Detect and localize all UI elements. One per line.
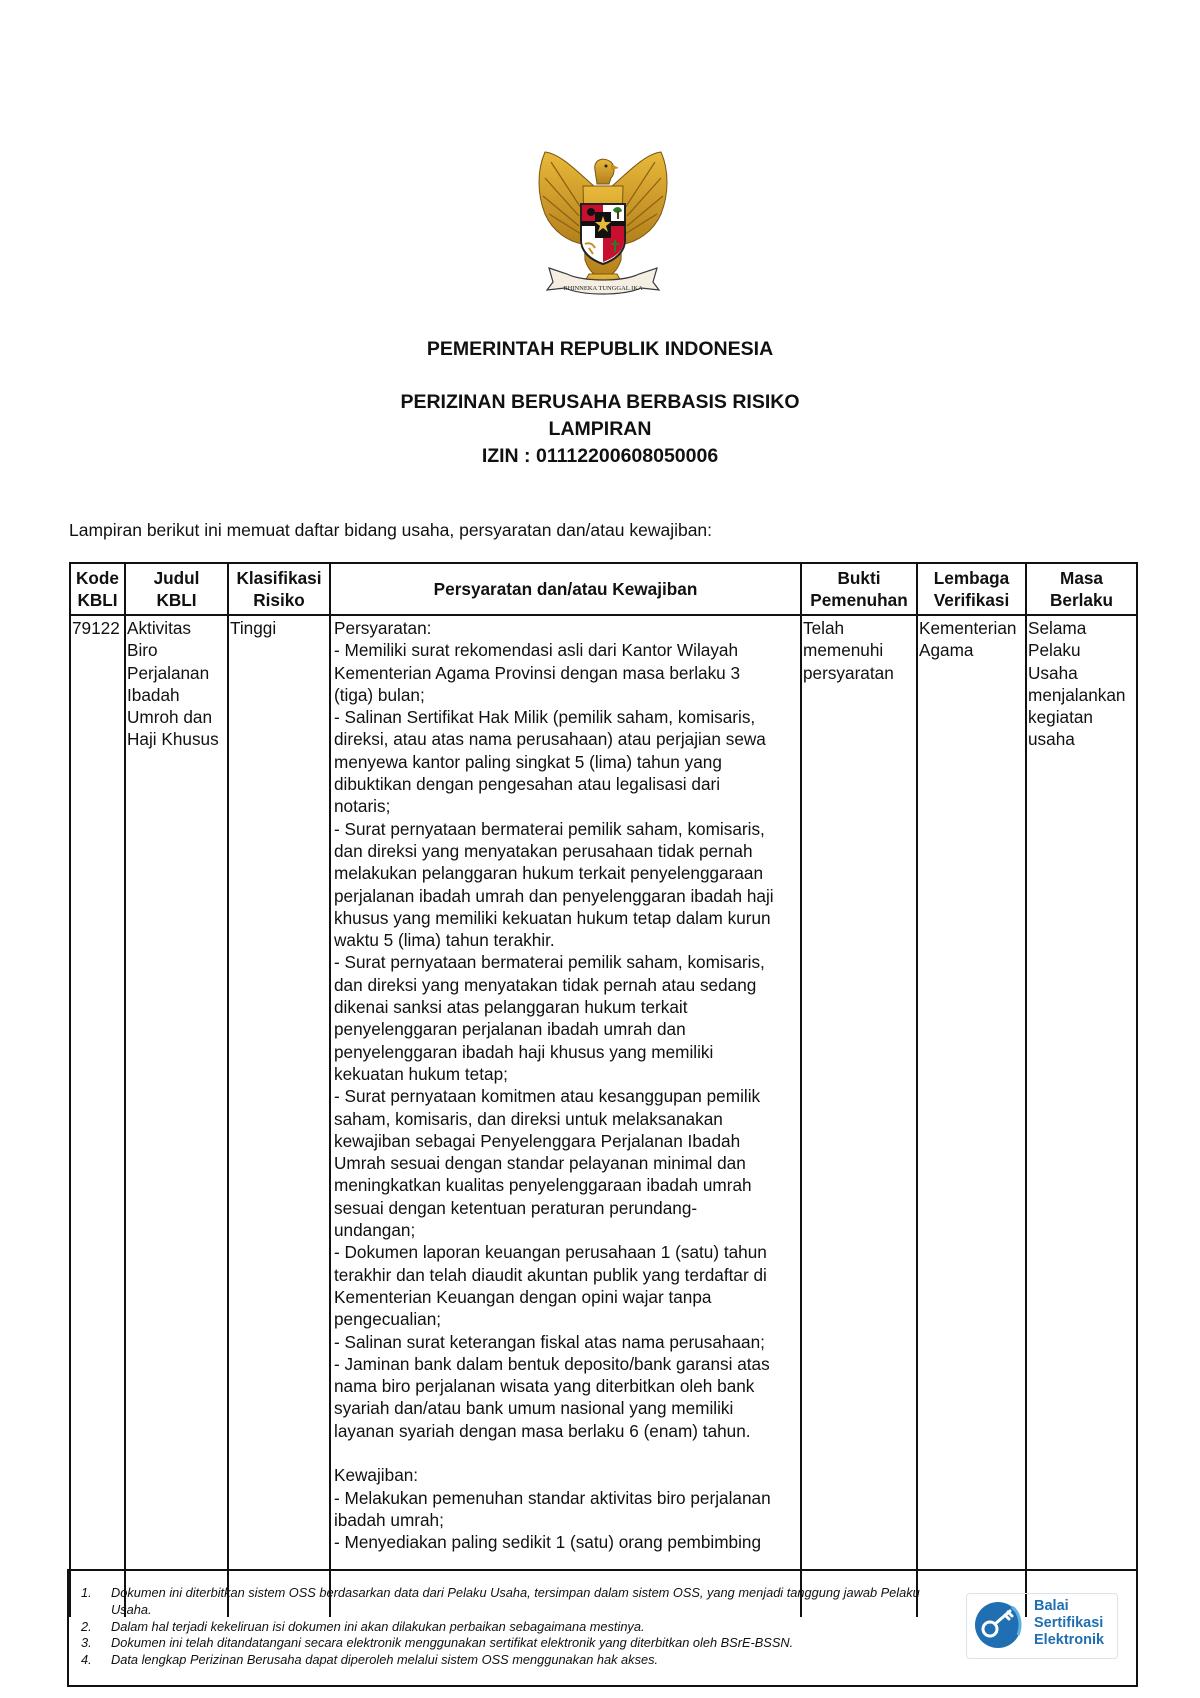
persyaratan-line: waktu 5 (lima) tahun terakhir. — [334, 930, 555, 951]
persyaratan-line: sesuai dengan ketentuan peraturan perundang- — [334, 1197, 698, 1218]
col-header-kode: Kode KBLI — [70, 563, 125, 615]
footer-note — [81, 1619, 961, 1636]
persyaratan-line: Kementerian Keuangan dengan opini wajar tanpa — [334, 1286, 712, 1307]
persyaratan-line: dibuktikan dengan pengesahan atau legalisasi dari — [334, 774, 721, 795]
persyaratan-line: - Dokumen laporan keuangan perusahaan 1 (satu) tahun — [334, 1242, 767, 1263]
persyaratan-line: khusus yang memiliki kekuatan hukum tetap dalam kurun — [334, 907, 771, 928]
kewajiban-label: Kewajiban: — [334, 1465, 419, 1486]
persyaratan-line: - Surat pernyataan bermaterai pemilik saham, komisaris, — [334, 952, 765, 973]
footer-notes — [81, 1585, 961, 1669]
persyaratan-line: nama biro perjalanan wisata yang diterbitkan oleh bank — [334, 1376, 755, 1397]
persyaratan-line: - Surat pernyataan komitmen atau kesanggupan pemilik — [334, 1086, 761, 1107]
persyaratan-line: notaris; — [334, 796, 391, 817]
persyaratan-line: syariah dan/atau bank umum nasional yang memiliki — [334, 1398, 734, 1419]
persyaratan-line: Kementerian Agama Provinsi dengan masa berlaku 3 — [334, 662, 741, 683]
intro-text: Lampiran berikut ini memuat daftar bidang usaha, persyaratan dan/atau kewajiban: — [69, 520, 713, 540]
persyaratan-line: - Surat pernyataan bermaterai pemilik saham, komisaris, — [334, 818, 765, 839]
cell-klasifikasi: Tinggi — [228, 615, 330, 1617]
cell-persyaratan — [330, 615, 801, 1617]
persyaratan-line: Umrah sesuai dengan standar pelayanan minimal dan — [334, 1153, 746, 1174]
document-subtitle: LAMPIRAN — [548, 418, 652, 440]
cell-kode: 79122 — [70, 615, 125, 1617]
footer-note-number: 2. — [81, 1618, 92, 1634]
permit-number: IZIN : 01112200608050006 — [481, 445, 719, 467]
footer-box — [67, 1569, 1138, 1687]
table-row — [70, 615, 1137, 1617]
footer-note — [81, 1635, 961, 1652]
persyaratan-line: perjalanan ibadah umrah dan penyelenggaran ibadah haji — [334, 885, 774, 906]
kewajiban-line: ibadah umrah; — [334, 1509, 444, 1530]
persyaratan-line: menyewa kantor paling singkat 5 (lima) tahun yang — [334, 751, 722, 772]
persyaratan-line: kewajiban sebagai Penyelenggara Perjalanan Ibadah — [334, 1130, 741, 1151]
col-header-lembaga: Lembaga Verifikasi — [917, 563, 1026, 615]
persyaratan-line: saham, komisaris, dan direksi untuk melaksanakan — [334, 1108, 723, 1129]
col-header-judul: Judul KBLI — [125, 563, 228, 615]
persyaratan-list — [334, 639, 798, 1442]
bsre-logo-text: Balai Sertifikasi Elektronik — [1034, 1598, 1105, 1648]
cell-lembaga: Kementerian Agama — [917, 615, 1026, 1617]
document-title-block — [0, 389, 1200, 470]
col-header-masa: Masa Berlaku — [1026, 563, 1137, 615]
persyaratan-line: penyelenggaran perjalanan ibadah umrah dan — [334, 1019, 686, 1040]
persyaratan-line: kekuatan hukum tetap; — [334, 1063, 508, 1084]
footer-note-text: Data lengkap Perizinan Berusaha dapat diperoleh melalui sistem OSS menggunakan hak akses. — [111, 1652, 659, 1668]
persyaratan-line: pengecualian; — [334, 1309, 442, 1330]
footer-note-text: Dokumen ini telah ditandatangani secara elektronik menggunakan sertifikat elektronik yang diterbitkan oleh BSrE-BSSN. — [111, 1635, 794, 1651]
persyaratan-line: meningkatkan kualitas penyelenggaraan ibadah umrah — [334, 1175, 752, 1196]
footer-note-text: Dokumen ini diterbitkan sistem OSS berdasarkan data dari Pelaku Usaha, tersimpan dalam sistem OSS, yang menjadi tanggung jawab Pelaku Usaha. — [111, 1585, 920, 1617]
footer-note-number: 1. — [81, 1585, 92, 1600]
footer-note-number: 3. — [81, 1635, 92, 1651]
cell-bukti: Telah memenuhi persyaratan — [801, 615, 917, 1617]
persyaratan-line: dikenai sanksi atas pelanggaran hukum terkait — [334, 997, 688, 1018]
kewajiban-line: - Melakukan pemenuhan standar aktivitas biro perjalanan — [334, 1487, 771, 1508]
persyaratan-line: undangan; — [334, 1220, 416, 1241]
persyaratan-label: Persyaratan: — [334, 618, 432, 638]
persyaratan-line: - Jaminan bank dalam bentuk deposito/bank garansi atas — [334, 1353, 770, 1374]
garuda-emblem-icon — [523, 148, 683, 308]
kewajiban-line: - Menyediakan paling sedikit 1 (satu) orang pembimbing — [334, 1532, 762, 1553]
persyaratan-line: (tiga) bulan; — [334, 684, 425, 705]
emblem-motto: BHINNEKA TUNGGAL IKA — [563, 285, 643, 292]
persyaratan-line: layanan syariah dengan masa berlaku 6 (enam) tahun. — [334, 1420, 751, 1441]
persyaratan-line: direksi, atau atas nama perusahaan) atau perjajian sewa — [334, 729, 766, 750]
persyaratan-line: dan direksi yang menyatakan tidak pernah atau sedang — [334, 974, 757, 995]
persyaratan-line: melakukan pelanggaran hukum terkait penyelenggaraan — [334, 863, 764, 884]
table-header-row — [70, 563, 1137, 615]
cell-masa: Selama Pelaku Usaha menjalankan kegiatan usaha — [1026, 615, 1137, 1617]
bsre-logo — [966, 1593, 1118, 1657]
bsre-key-icon — [972, 1599, 1028, 1651]
col-header-persyaratan: Persyaratan dan/atau Kewajiban — [330, 563, 801, 615]
footer-note-number: 4. — [81, 1652, 92, 1668]
footer-note-text: Dalam hal terjadi kekeliruan isi dokumen ini akan dilakukan perbaikan sebagaimana mestinya. — [111, 1618, 645, 1634]
persyaratan-line: - Memiliki surat rekomendasi asli dari Kantor Wilayah — [334, 640, 739, 661]
footer-note — [81, 1585, 961, 1619]
persyaratan-line: dan direksi yang menyatakan perusahaan tidak pernah — [334, 840, 753, 861]
document-title: PERIZINAN BERUSAHA BERBASIS RISIKO — [400, 391, 800, 413]
cell-judul: Aktivitas Biro Perjalanan Ibadah Umroh dan Haji Khusus — [125, 615, 228, 1617]
col-header-klasifikasi: Klasifikasi Risiko — [228, 563, 330, 615]
persyaratan-line: terakhir dan telah diaudit akuntan publik yang terdaftar di — [334, 1264, 767, 1285]
persyaratan-line: - Salinan Sertifikat Hak Milik (pemilik saham, komisaris, — [334, 707, 756, 728]
persyaratan-line: - Salinan surat keterangan fiskal atas nama perusahaan; — [334, 1331, 765, 1352]
kewajiban-list — [334, 1487, 798, 1554]
government-heading: PEMERINTAH REPUBLIK INDONESIA — [426, 338, 774, 360]
requirements-table — [69, 562, 1138, 1617]
col-header-bukti: Bukti Pemenuhan — [801, 563, 917, 615]
footer-note — [81, 1652, 961, 1669]
persyaratan-line: penyelenggaran ibadah haji khusus yang memiliki — [334, 1041, 714, 1062]
